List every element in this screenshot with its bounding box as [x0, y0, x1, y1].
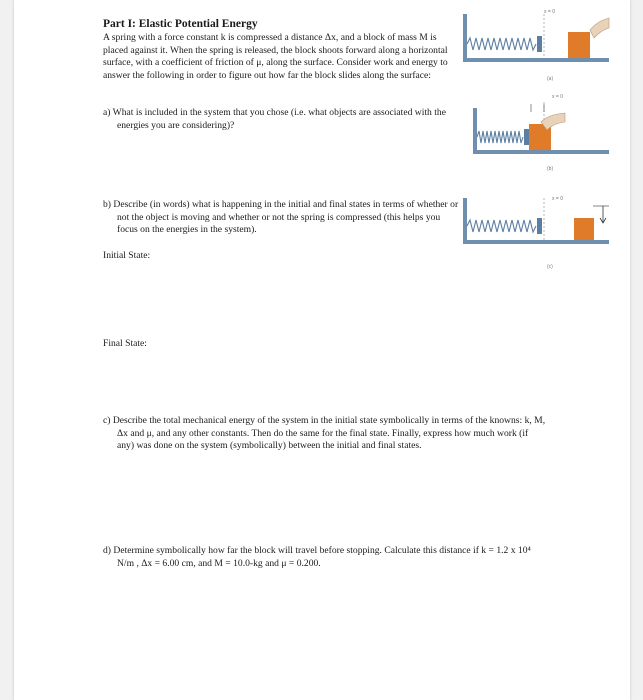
figure-b — [461, 92, 611, 176]
final-state-label: Final State: — [103, 338, 147, 349]
question-c: c) Describe the total mechanical energy of the system in the initial state symbolically in terms of the knowns: k, M, Δx and μ, and any other constants. Then do the same for the final state. Finally, express how much work (if any) was done on the system (symbolically) between the initial and final states. — [103, 415, 546, 452]
question-d: d) Determine symbolically how far the block will travel before stopping. Calculate this distance if k = 1.2 x 10⁴ N/m , Δx = 6.00 cm, and M = 10.0-kg and μ = 0.200. — [103, 545, 531, 569]
figure-b-drawing — [461, 92, 611, 176]
initial-state-label: Initial State: — [103, 250, 151, 261]
intro-paragraph: A spring with a force constant k is compressed a distance Δx, and a block of mass M is placed against it. When the spring is released, the block shoots forward along a horizontal surface, with a coefficient of friction of μ, along the surface. Consider work and energy to answer the following in order to figure out how far the block slides along the surface: — [103, 32, 448, 81]
figure-a-axis-label: x = 0 — [544, 9, 555, 15]
figure-c-caption: (c) — [547, 264, 553, 270]
figure-c — [461, 192, 611, 274]
figure-a-caption: (a) — [547, 76, 554, 82]
figure-c-drawing — [461, 192, 611, 274]
question-a: a) What is included in the system that you chose (i.e. what objects are associated with the energies you are considering)? — [103, 107, 446, 131]
part-title: Part I: Elastic Potential Energy — [103, 18, 258, 30]
figure-b-caption: (b) — [547, 166, 554, 172]
figure-b-axis-label: x = 0 — [552, 94, 563, 100]
question-b: b) Describe (in words) what is happening in the initial and final states in terms of whether or not the object is moving and whether or not the spring is compressed (this helps you focus on the energies in the system). — [103, 199, 459, 236]
figure-a — [461, 8, 611, 86]
document-page — [14, 0, 630, 700]
figure-c-axis-label: x = 0 — [552, 196, 563, 202]
figure-a-drawing — [461, 8, 611, 86]
